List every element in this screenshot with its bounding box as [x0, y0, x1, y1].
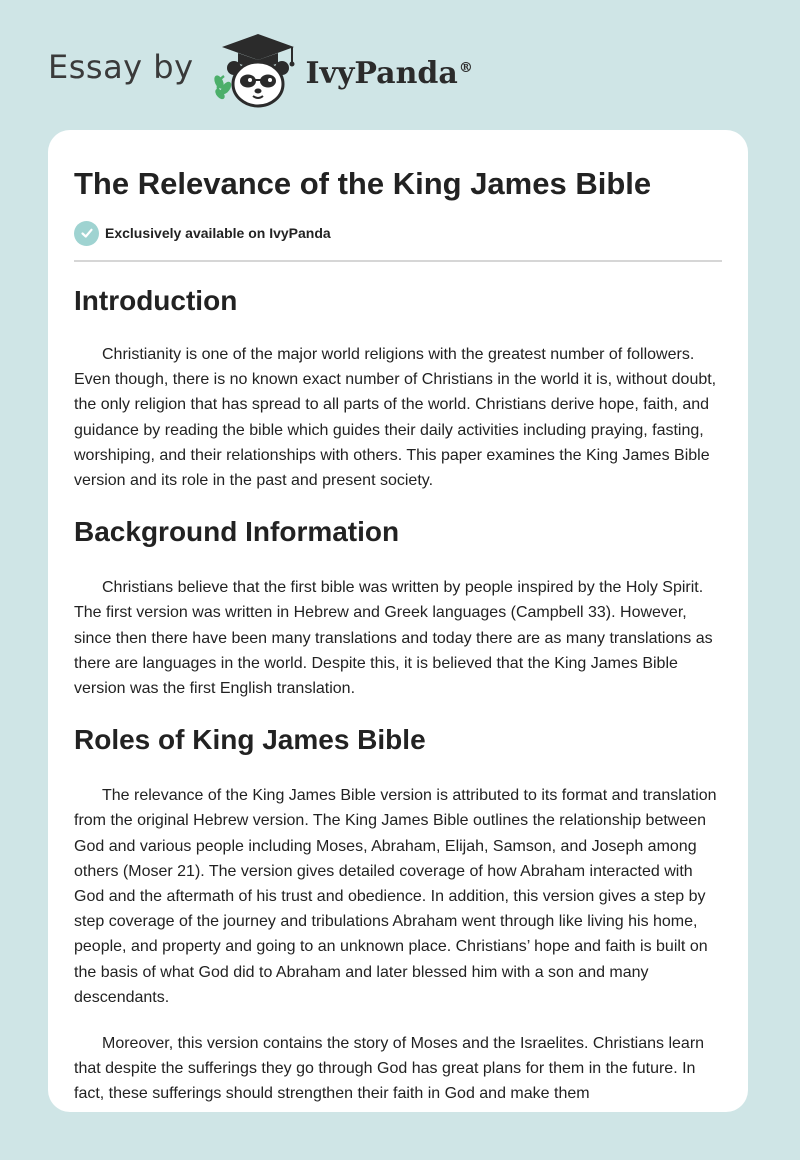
section-heading: Background Information	[74, 516, 400, 548]
brand-registered-mark: ®	[458, 59, 473, 76]
section-heading: Roles of King James Bible	[74, 724, 426, 756]
brand-name-text: IvyPanda	[305, 55, 458, 91]
check-circle-icon	[74, 221, 99, 246]
section-roles-of-king-james-bible	[74, 723, 722, 1106]
essay-card	[48, 130, 748, 1112]
brand-header	[48, 30, 473, 110]
brand-prefix: Essay by	[48, 48, 194, 86]
panda-logo-icon[interactable]	[210, 30, 300, 110]
essay-title: The Relevance of the King James Bible	[74, 166, 652, 201]
title-divider	[74, 260, 722, 262]
section-heading: Introduction	[74, 285, 238, 316]
section-paragraph: Christianity is one of the major world religions with the greatest number of followers. Even though, there is no known exact number of Christians in the world it is, without doubt, the only religion that has spread to all parts of the world. Christians derive hope, faith, and guidance by reading the bible which guides their daily activities including praying, fasting, worshiping, and their relationships with others. This paper examines the King James Bible version and its role in the past and present society.	[74, 346, 717, 490]
section-paragraph: Christians believe that the first bible was written by people inspired by the Holy Spirit. The first version was written in Hebrew and Greek languages (Campbell 33). However, since then there have been many translations and today there are as many translations as there are languages in the world. Despite this, it is believed that the King James Bible version was the first English translation.	[74, 579, 713, 698]
brand-name[interactable]	[306, 56, 473, 91]
section-paragraph: The relevance of the King James Bible version is attributed to its format and translation from the original Hebrew version. The King James Bible outlines the relationship between God and various people including Moses, Abraham, Elijah, Samson, and Joseph among others (Moser 21). The version gives detailed coverage of how Abraham interacted with God and the aftermath of his trust and obedience. In addition, this version gives a step by step coverage of the journey and tribulations Abraham went through like living his home, people, and property and going to an unknown place. Christians’ hope and faith is built on the basis of what God did to Abraham and later blessed him with a son and many descendants.	[74, 787, 717, 1006]
exclusive-badge	[74, 220, 722, 246]
section-introduction	[74, 284, 722, 493]
exclusive-badge-label: Exclusively available on IvyPanda	[105, 225, 331, 241]
section-paragraph: Moreover, this version contains the story of Moses and the Israelites. Christians learn that despite the sufferings they go through God has great plans for them in the future. In fact, these sufferings should strengthen their faith in God and make them	[74, 1035, 705, 1103]
section-background-information	[74, 515, 722, 701]
